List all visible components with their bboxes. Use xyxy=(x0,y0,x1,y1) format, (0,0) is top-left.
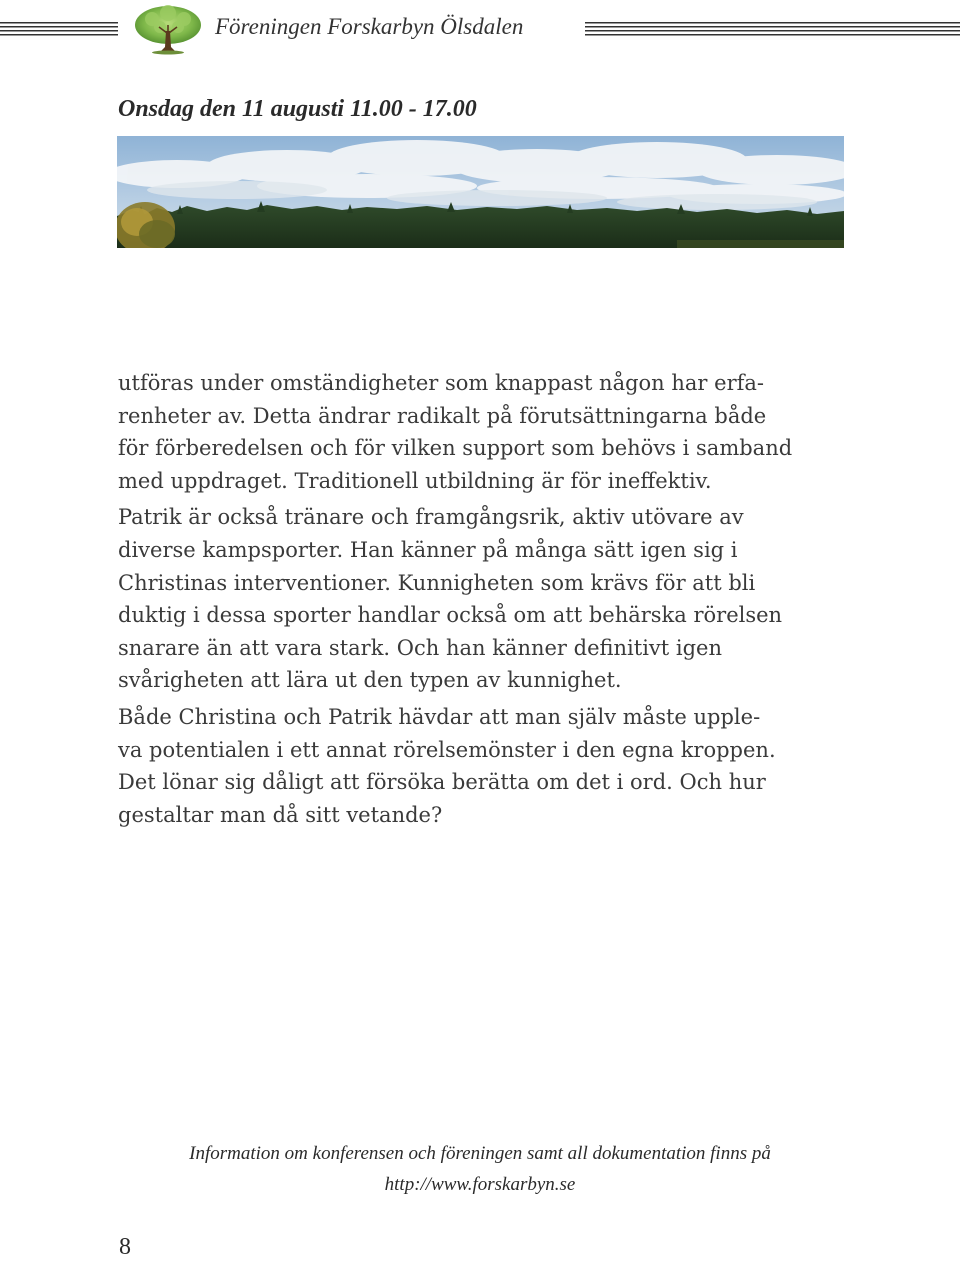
tree-logo-icon xyxy=(132,3,204,55)
text-line: svårigheten att lära ut den typen av kunnighet. xyxy=(118,668,622,693)
text-line: för förberedelsen och för vilken support som behövs i samband xyxy=(118,436,793,461)
text-line: diverse kampsporter. Han känner på många sätt igen sig i xyxy=(118,537,738,562)
footer-info: Information om konferensen och föreningen samt all dokumentation finns på xyxy=(189,1143,771,1164)
paragraph xyxy=(118,701,848,831)
text-line: va potentialen i ett annat rörelsemönster i den egna kroppen. xyxy=(118,737,776,762)
text-line: gestaltar man då sitt vetande? xyxy=(118,802,443,827)
header-rule-right xyxy=(585,22,960,36)
text-line: med uppdraget. Traditionell utbildning är för ineffektiv. xyxy=(118,468,712,493)
text-line: renheter av. Detta ändrar radikalt på förutsättningarna både xyxy=(118,403,767,428)
footer-url-link[interactable]: http://www.forskarbyn.se xyxy=(384,1174,576,1195)
text-line: Christinas interventioner. Kunnigheten som krävs för att bli xyxy=(118,570,756,595)
landscape-photo xyxy=(117,136,844,248)
text-line: utföras under omständigheter som knappast någon har erfa- xyxy=(118,371,764,395)
page-header xyxy=(0,0,960,60)
paragraph xyxy=(118,367,848,497)
page-number: 8 xyxy=(119,1234,131,1260)
text-line: duktig i dessa sporter handlar också om att behärska rörelsen xyxy=(118,603,783,628)
organization-name: Föreningen Forskarbyn Ölsdalen xyxy=(215,14,524,39)
text-line: snarare än att vara stark. Och han känner definitivt igen xyxy=(118,635,723,660)
body-text xyxy=(118,367,848,831)
header-rule-left xyxy=(0,22,118,36)
paragraph xyxy=(118,501,848,697)
event-date-heading: Onsdag den 11 augusti 11.00 - 17.00 xyxy=(118,96,477,122)
text-line: Det lönar sig dåligt att försöka berätta om det i ord. Och hur xyxy=(118,770,766,795)
text-line: Patrik är också tränare och framgångsrik, aktiv utövare av xyxy=(118,505,744,530)
text-line: Både Christina och Patrik hävdar att man själv måste upple- xyxy=(118,704,761,729)
